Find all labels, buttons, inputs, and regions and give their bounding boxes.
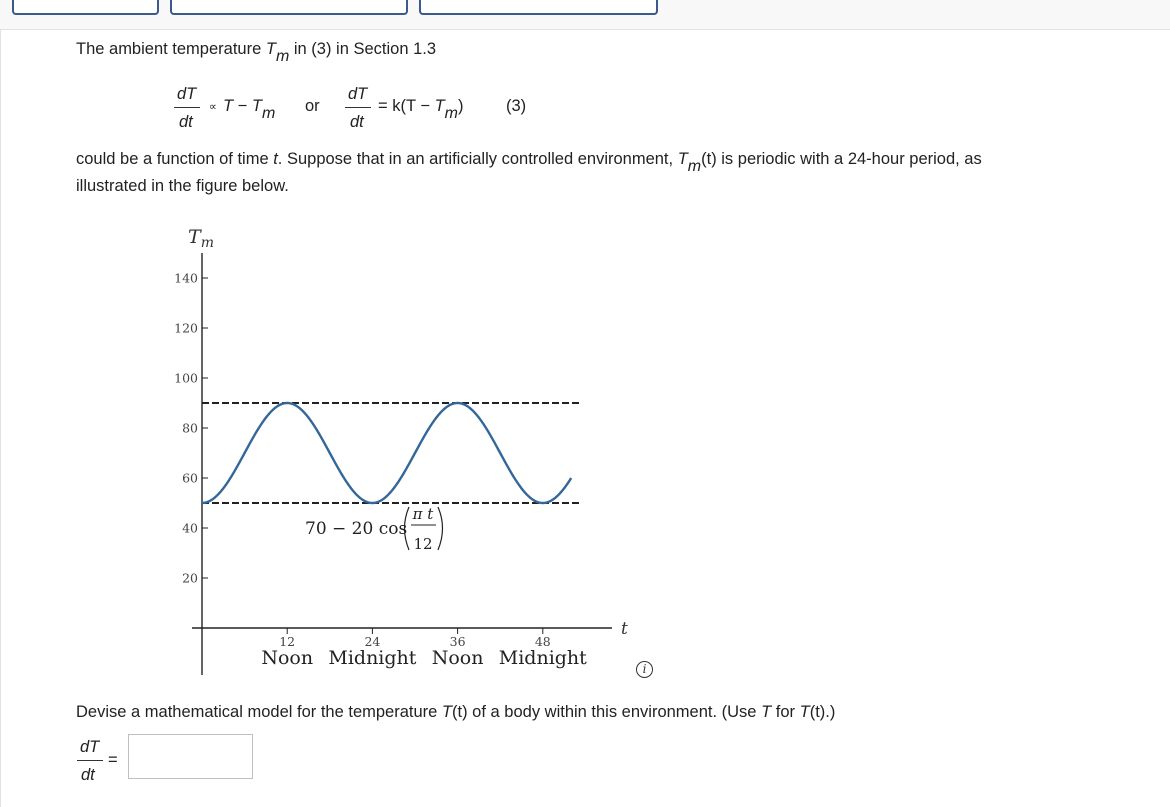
question-text (76, 702, 835, 722)
eq-rhs2-close: ) (457, 97, 464, 115)
x-axis-label: t (621, 619, 628, 639)
x-tick-label: 36 (449, 634, 466, 649)
answer-frac-den: dt (81, 766, 95, 784)
intro-var-m: m (275, 48, 290, 65)
x-time-label: Noon (431, 647, 484, 669)
paragraph-line3: illustrated in the figure below. (76, 177, 289, 195)
para-prefix: could be a function of time (76, 150, 274, 168)
intro-prefix: The ambient temperature (76, 40, 266, 58)
para-suffix: (t) is periodic with a 24-hour period, as (701, 150, 982, 168)
x-tick-label: 48 (534, 634, 551, 649)
q-T3: T (799, 703, 810, 721)
eq-rhs1-T: T (223, 97, 234, 115)
q-for: for (771, 703, 800, 721)
formula-right-paren (438, 507, 443, 550)
para-mid: . Suppose that in an artificially controlled environment, (277, 150, 678, 168)
eq-rhs1-m: m (262, 105, 276, 122)
q-suffix: .) (825, 703, 836, 721)
y-tick-label: 140 (174, 270, 198, 286)
q-t1: (t) (452, 703, 468, 721)
x-time-label: Midnight (498, 647, 587, 669)
eq-frac1-num: dT (177, 85, 197, 103)
formula-annotation-num: π t (412, 505, 434, 523)
intro-suffix: in (3) in Section 1.3 (289, 40, 437, 58)
eq-rhs2-k: = k(T (378, 97, 416, 115)
eq-frac1-den: dt (179, 113, 193, 131)
eq-rhs1-Tm: T (251, 97, 262, 115)
eq-or: or (305, 97, 320, 115)
y-tick-label: 60 (182, 470, 198, 486)
info-icon[interactable]: i (636, 661, 653, 678)
y-tick-label: 40 (182, 520, 198, 536)
x-tick-label: 12 (279, 634, 296, 649)
para-m: m (687, 158, 702, 175)
eq-rhs1-minus: − (233, 97, 252, 115)
formula-annotation-prefix: 70 − 20 cos (305, 519, 408, 539)
y-tick-label: 100 (174, 370, 198, 386)
eq-rhs2-minus: − (415, 97, 435, 115)
eq-propto: ∝ (209, 101, 217, 113)
y-axis-label: $T_m$ (188, 226, 214, 251)
answer-equals: = (108, 751, 118, 769)
q-prefix: Devise a mathematical model for the temperature (76, 703, 442, 721)
q-T1: T (441, 703, 453, 721)
x-tick-label: 24 (364, 634, 381, 649)
x-time-label: Midnight (328, 647, 417, 669)
y-tick-label: 20 (182, 570, 198, 586)
eq-number: (3) (506, 97, 527, 115)
answer-frac-num: dT (80, 738, 100, 756)
q-T2: T (761, 703, 772, 721)
eq-rhs2-m: m (444, 105, 458, 122)
q-t3: (t) (809, 703, 826, 721)
answer-input[interactable] (128, 734, 253, 779)
y-tick-label: 80 (182, 420, 198, 436)
formula-annotation-den: 12 (413, 535, 433, 553)
eq-frac2-num: dT (348, 85, 368, 103)
x-time-label: Noon (261, 647, 314, 669)
answer-frac-bar (77, 760, 103, 761)
y-tick-label: 120 (174, 320, 198, 336)
intro-var-T: T (265, 40, 276, 58)
para-t: t (273, 150, 278, 168)
temperature-curve (202, 403, 571, 503)
q-mid: of a body within this environment. (Use (467, 703, 762, 721)
eq-frac2-den: dt (350, 113, 364, 131)
eq-rhs2-Tm: T (434, 97, 445, 115)
para-T: T (677, 150, 688, 168)
